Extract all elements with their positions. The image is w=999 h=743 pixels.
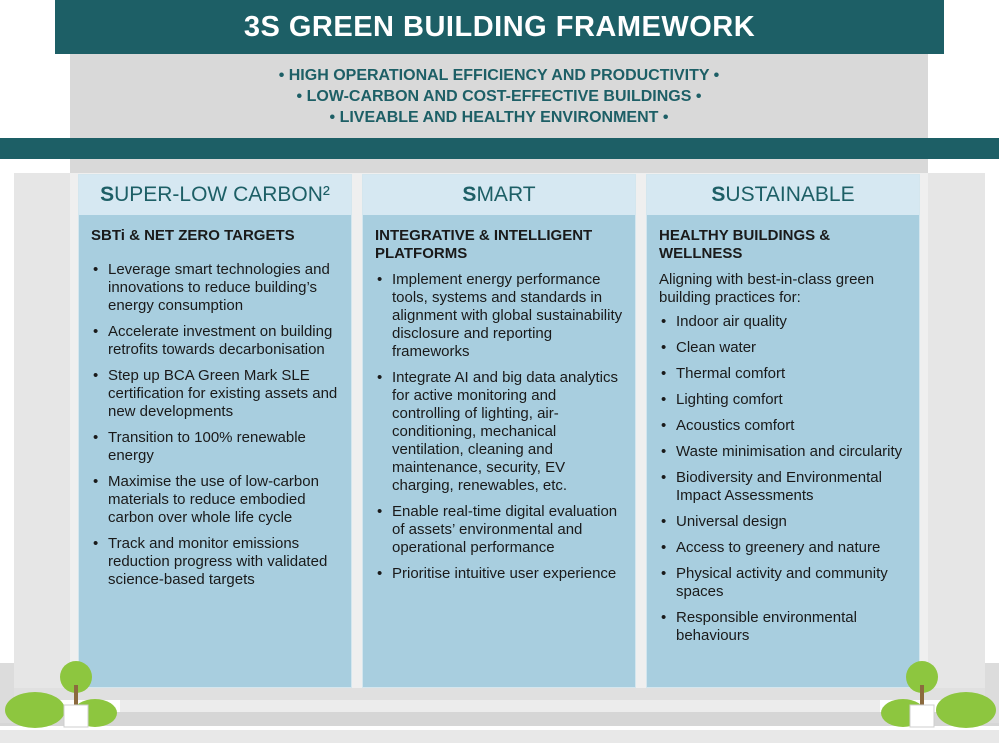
- right-plants-icon: [858, 655, 999, 730]
- left-plants-icon: [0, 655, 140, 730]
- right-wall: [928, 173, 985, 688]
- list-item: • Prioritise intuitive user experience: [375, 565, 623, 583]
- pillar-list: [375, 271, 623, 583]
- pillar-list: [659, 313, 907, 645]
- pillar-sustainable: [646, 174, 920, 688]
- list-item: • Universal design: [659, 513, 907, 531]
- list-item: • Waste minimisation and circularity: [659, 443, 907, 461]
- pillar-subtitle: SBTi & NET ZERO TARGETS: [91, 227, 295, 244]
- pillar-heading: S USTAINABLE: [647, 175, 919, 215]
- list-item: • Thermal comfort: [659, 365, 907, 383]
- list-item: • Acoustics comfort: [659, 417, 907, 435]
- floor-step-2: [120, 700, 880, 712]
- framework-title: 3S GREEN BUILDING FRAMEWORK: [55, 0, 944, 54]
- pillar-heading: S UPER-LOW CARBON²: [79, 175, 351, 215]
- list-item: • Biodiversity and Environmental Impact Assessments: [659, 469, 907, 505]
- list-item: • Lighting comfort: [659, 391, 907, 409]
- pillar-smart: [362, 174, 636, 688]
- pillar-super-low-carbon: [78, 174, 352, 688]
- pillar-subtitle: INTEGRATIVE & INTELLIGENT PLATFORMS: [375, 227, 593, 262]
- pillar-intro: Aligning with best-in-class green building practices for:: [659, 271, 875, 306]
- roof-beam: [0, 138, 999, 159]
- list-item: • Responsible environmental behaviours: [659, 609, 907, 645]
- pillar-subtitle: HEALTHY BUILDINGS & WELLNESS: [659, 227, 831, 262]
- floor-step-1: [0, 688, 999, 700]
- list-item: • Indoor air quality: [659, 313, 907, 331]
- floor-step-3: [0, 712, 999, 726]
- left-wall: [14, 173, 70, 688]
- pillar-list: [91, 261, 339, 589]
- goal-3: • LIVEABLE AND HEALTHY ENVIRONMENT •: [329, 108, 669, 126]
- list-item: • Step up BCA Green Mark SLE certification for existing assets and new developments: [91, 367, 339, 421]
- list-item: • Access to greenery and nature: [659, 539, 907, 557]
- list-item: • Enable real-time digital evaluation of assets’ environmental and operational performance: [375, 503, 623, 557]
- floor-step-4: [0, 730, 999, 743]
- goal-1: • HIGH OPERATIONAL EFFICIENCY AND PRODUCTIVITY •: [278, 66, 720, 84]
- list-item: • Accelerate investment on building retrofits towards decarbonisation: [91, 323, 339, 359]
- list-item: • Maximise the use of low-carbon materials to reduce embodied carbon over whole life cycle: [91, 473, 339, 527]
- list-item: • Integrate AI and big data analytics for active monitoring and controlling of lighting, air-conditioning, mechanical ventilation, cleaning and maintenance, security, EV charging, renewables, etc.: [375, 369, 623, 495]
- sub-beam: [70, 159, 928, 173]
- goals-panel: [70, 54, 928, 138]
- list-item: • Physical activity and community spaces: [659, 565, 907, 601]
- list-item: • Transition to 100% renewable energy: [91, 429, 339, 465]
- list-item: • Leverage smart technologies and innovations to reduce building’s energy consumption: [91, 261, 339, 315]
- pillar-heading: S MART: [363, 175, 635, 215]
- goal-2: • LOW-CARBON AND COST-EFFECTIVE BUILDINGS •: [296, 87, 702, 105]
- list-item: • Implement energy performance tools, systems and standards in alignment with global sustainability disclosure and reporting frameworks: [375, 271, 623, 361]
- list-item: • Track and monitor emissions reduction progress with validated science-based targets: [91, 535, 339, 589]
- list-item: • Clean water: [659, 339, 907, 357]
